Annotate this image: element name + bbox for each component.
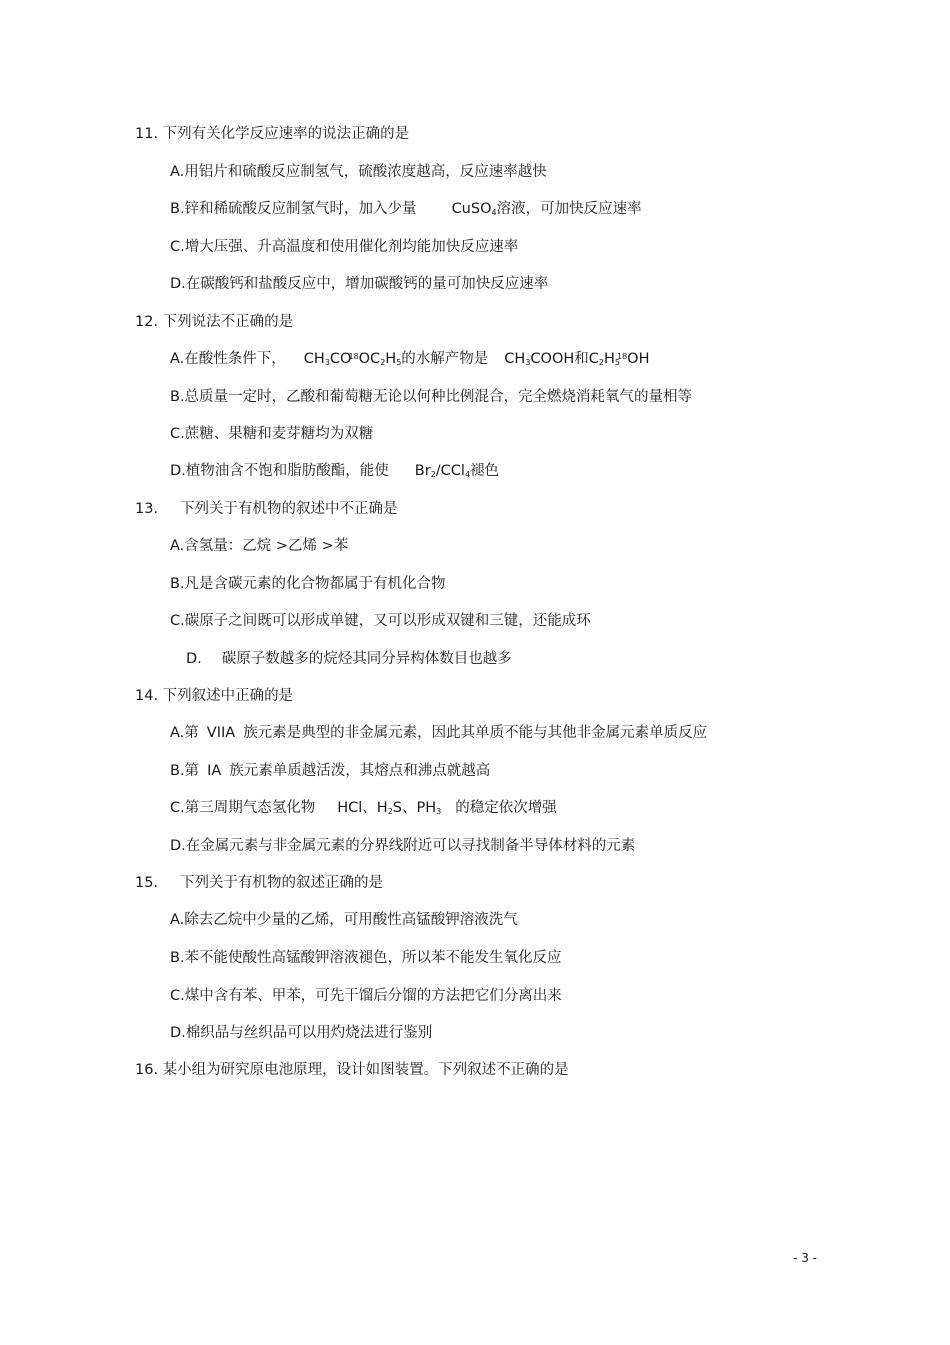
option-label: D. [186, 651, 202, 667]
subscript: 5 [614, 358, 620, 367]
subscript: 4 [464, 470, 471, 479]
question-15-option-b: B.苯不能使酸性高锰酸钾溶液褪色，所以苯不能发生氧化反应 [170, 950, 562, 966]
option-text: 褪色 [470, 463, 500, 479]
question-11-option-b [170, 199, 642, 223]
group-name: VIIA [206, 725, 236, 741]
question-text: 下列关于有机物的叙述正确的是 [180, 875, 384, 891]
question-11-option-d: D.在碳酸钙和盐酸反应中，增加碳酸钙的量可加快反应速率 [170, 276, 549, 292]
formula: Br [414, 463, 431, 479]
option-text: 的稳定依次增强 [455, 800, 557, 816]
subscript: 5 [396, 358, 402, 367]
question-14-option-c [170, 798, 557, 822]
group-name: IA [207, 763, 222, 779]
question-11-option-a: A.用铝片和硫酸反应制氢气，硫酸浓度越高，反应速率越快 [170, 164, 547, 180]
option-text: 的水解产物是 [401, 351, 489, 367]
subscript: 3 [436, 807, 442, 816]
question-12-option-c: C.蔗糖、果糖和麦芽糖均为双糖 [170, 426, 374, 442]
question-15-option-c: C.煤中含有苯、甲苯，可先干馏后分馏的方法把它们分离出来 [170, 988, 562, 1004]
option-text: B.第 [170, 763, 200, 779]
question-number: 13. [135, 501, 159, 517]
formula: CH [303, 351, 325, 367]
option-text: A.在酸性条件下， [170, 351, 286, 367]
question-text: 下列关于有机物的叙述中不正确是 [180, 501, 398, 517]
option-text: A.第 [170, 725, 199, 741]
option-text: C.第三周期气态氢化物 [170, 800, 316, 816]
formula: /CCl [435, 463, 465, 479]
question-number: 15. [135, 875, 159, 891]
formula: CH [504, 351, 526, 367]
question-16-stem: 16. 某小组为研究原电池原理，设计如图装置。下列叙述不正确的是 [135, 1062, 569, 1078]
formula: CO [329, 351, 352, 367]
question-13-option-a: A.含氢量：乙烷 >乙烯 >苯 [170, 538, 349, 554]
question-13-stem [135, 499, 398, 519]
formula: C [588, 351, 599, 367]
isotope-mark: 18 [348, 352, 359, 361]
question-13-option-b: B.凡是含碳元素的化合物都属于有机化合物 [170, 576, 446, 592]
subscript: 2 [598, 358, 604, 367]
question-11-option-c: C.增大压强、升高温度和使用催化剂均能加快反应速率 [170, 239, 519, 255]
question-14-option-a [170, 723, 707, 743]
option-text: 族元素单质越活泼，其熔点和沸点就越高 [229, 763, 491, 779]
formula: OC [358, 351, 381, 367]
option-text: 溶液，可加快反应速率 [496, 201, 642, 217]
question-12-option-a [170, 349, 650, 373]
subscript: 2 [430, 470, 436, 479]
page-number: - 3 - [793, 1251, 817, 1265]
formula: S、PH [392, 800, 437, 816]
formula: COOH和 [530, 351, 589, 367]
isotope-mark: 18 [616, 352, 628, 361]
option-text: B.锌和稀硫酸反应制氢气时，加入少量 [170, 201, 417, 217]
question-15-option-d: D.棉织品与丝织品可以用灼烧法进行鉴别 [170, 1025, 433, 1041]
question-14-option-d: D.在金属元素与非金属元素的分界线附近可以寻找制备半导体材料的元素 [170, 838, 636, 854]
option-text: D.植物油含不饱和脂肪酸酯，能使 [170, 463, 389, 479]
option-text: 族元素是典型的非金属元素，因此其单质不能与其他非金属元素单质反应 [243, 725, 708, 741]
subscript: 3 [525, 358, 531, 367]
question-12-option-b: B.总质量一定时，乙酸和葡萄糖无论以何种比例混合，完全燃烧消耗氧气的量相等 [170, 389, 693, 405]
question-15-option-a: A.除去乙烷中少量的乙烯，可用酸性高锰酸钾溶液洗气 [170, 912, 518, 928]
subscript: 2 [380, 358, 386, 367]
question-14-stem: 14. 下列叙述中正确的是 [135, 688, 294, 704]
formula: H [385, 351, 397, 367]
question-11-stem: 11. 下列有关化学反应速率的说法正确的是 [135, 126, 410, 142]
subscript: 3 [324, 358, 330, 367]
option-text: 碳原子数越多的烷烃其同分异构体数目也越多 [221, 651, 512, 667]
question-12-option-d [170, 461, 499, 485]
question-12-stem: 12. 下列说法不正确的是 [135, 314, 294, 330]
formula: HCl、H [337, 800, 388, 816]
question-13-option-d [186, 649, 512, 669]
question-14-option-b [170, 761, 490, 781]
question-15-stem [135, 873, 383, 893]
formula: OH [627, 351, 650, 367]
subscript: 4 [491, 208, 497, 217]
question-13-option-c: C.碳原子之间既可以形成单键，又可以形成双键和三键，还能成环 [170, 613, 591, 629]
formula: CuSO [451, 201, 492, 217]
subscript: 2 [387, 807, 393, 816]
formula: H [603, 351, 615, 367]
